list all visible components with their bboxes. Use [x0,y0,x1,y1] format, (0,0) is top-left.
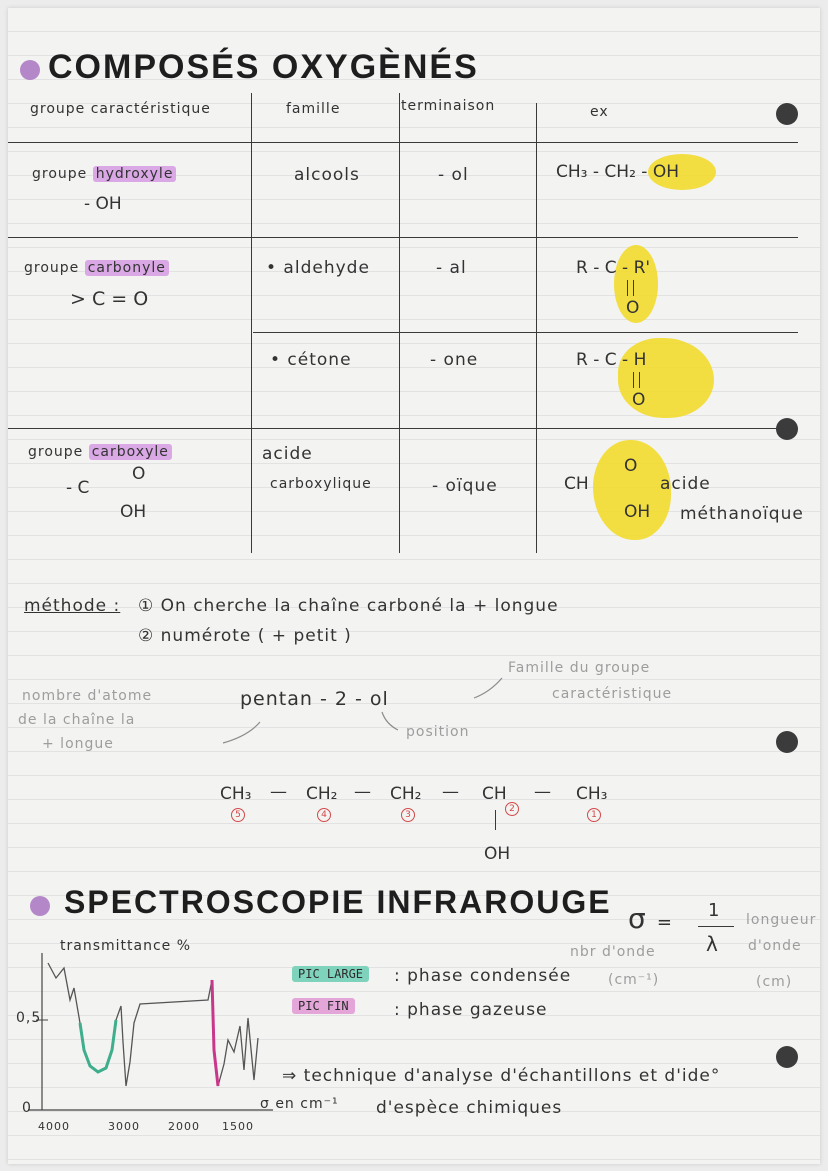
note-family: caractéristique [552,686,673,702]
oh-bond [495,810,496,830]
highlight-hydroxyle: hydroxyle [93,166,177,182]
example-acid-name1: acide [660,474,711,494]
ending-al: - al [436,258,467,278]
family-acide: acide [262,444,313,464]
group-carbonyle: groupe carbonyle [24,260,169,276]
formula-denominator: λ [706,932,718,956]
ir-xtick: 4000 [38,1120,70,1133]
formula-oh: - OH [84,194,122,214]
formula-carboxyl-o: O [132,464,146,484]
tag-pic-fin: PIC FIN [292,998,355,1014]
notebook-page [8,8,820,1164]
highlight-carbonyle: carbonyle [85,260,169,276]
header-group: groupe caractéristique [30,101,211,117]
note-wavelength: d'onde [748,938,802,954]
note-atom-count: de la chaîne la [18,712,136,728]
chain-atom: CH₃ [220,784,252,804]
ending-ol: - ol [438,165,469,185]
method-label: méthode : [24,596,121,616]
chain-bond: — [534,782,551,802]
fraction-bar [698,926,734,927]
sigma-symbol: σ [628,902,646,935]
carbon-number: 5 [231,808,245,822]
header-ending: terminaison [401,98,496,114]
ir-xtick: 1500 [222,1120,254,1133]
binder-hole [776,1046,798,1068]
note-wavenumber: nbr d'onde [570,944,656,960]
note-wavelength: longueur [746,912,817,928]
example-cetone-o: O [632,390,646,410]
family-aldehyde: • aldehyde [266,258,370,278]
note-atom-count: nombre d'atome [22,688,153,704]
ir-spectrum [8,938,288,1138]
chain-atom: CH [482,784,507,804]
formula-numerator: 1 [708,900,720,921]
family-alcools: alcools [294,165,360,185]
carbon-number: 4 [317,808,331,822]
carbon-number: 1 [587,808,601,822]
note-position: position [406,724,470,740]
note-wavenumber-unit: (cm⁻¹) [608,972,660,988]
title-bullet [30,896,50,916]
technique-line1: ⇒ technique d'analyse d'échantillons et d'ide° [282,1066,721,1086]
tag-pic-large: PIC LARGE [292,966,369,982]
ir-yzero: 0 [22,1100,32,1116]
example-acid-name2: méthanoïque [680,504,804,524]
example-acid-o: O [624,456,638,476]
example-acid-ch: CH [564,474,589,494]
chain-atom: CH₂ [390,784,422,804]
section-title-infrared: SPECTROSCOPIE INFRAROUGE [64,884,612,920]
family-carboxylique: carboxylique [270,476,372,492]
pic-large-text: : phase condensée [394,966,572,986]
section-title-oxygen: COMPOSÉS OXYGÈNÉS [48,48,479,86]
ending-one: - one [430,350,479,370]
chain-bond: — [270,782,287,802]
family-cetone: • cétone [270,350,352,370]
example-ethanol: CH₃ - CH₂ - OH [556,162,679,182]
group-carboxyle: groupe carboxyle [28,444,172,460]
technique-line2: d'espèce chimiques [376,1098,563,1118]
group-hydroxyle: groupe hydroxyle [32,166,176,182]
ending-oique: - oïque [432,476,498,496]
ir-xtick: 3000 [108,1120,140,1133]
ir-ytick: 0,5 [16,1010,42,1026]
compound-name: pentan - 2 - ol [240,688,389,710]
chain-atom: CH₃ [576,784,608,804]
pic-fin-text: : phase gazeuse [394,1000,548,1020]
note-wavelength-unit: (cm) [756,974,793,990]
sigma-formula: σ = [628,902,672,935]
note-atom-count: + longue [42,736,114,752]
chain-atom: CH₂ [306,784,338,804]
highlight-carboxyle: carboxyle [89,444,172,460]
method-step1: ① On cherche la chaîne carboné la + longue [138,596,559,616]
formula-carbonyl: > C = O [70,288,149,310]
formula-carboxyl-oh: OH [120,502,147,522]
ir-ylabel: transmittance % [60,938,192,954]
carbon-number: 2 [505,802,519,816]
formula-carboxyl: - C [66,478,90,498]
method-step2: ② numérote ( + petit ) [138,626,352,646]
example-acid-oh: OH [624,502,651,522]
note-family: Famille du groupe [508,660,651,676]
example-aldehyde: R - C - R' [576,258,651,278]
chain-bond: — [354,782,371,802]
header-example: ex [590,104,609,120]
annotation-arrows [8,8,820,808]
example-cetone: R - C - H [576,350,647,370]
ir-xlabel: σ en cm⁻¹ [260,1096,339,1112]
chain-oh: OH [484,844,511,864]
example-aldehyde-o: O [626,298,640,318]
ir-xtick: 2000 [168,1120,200,1133]
header-family: famille [286,101,341,117]
carbon-number: 3 [401,808,415,822]
chain-bond: — [442,782,459,802]
